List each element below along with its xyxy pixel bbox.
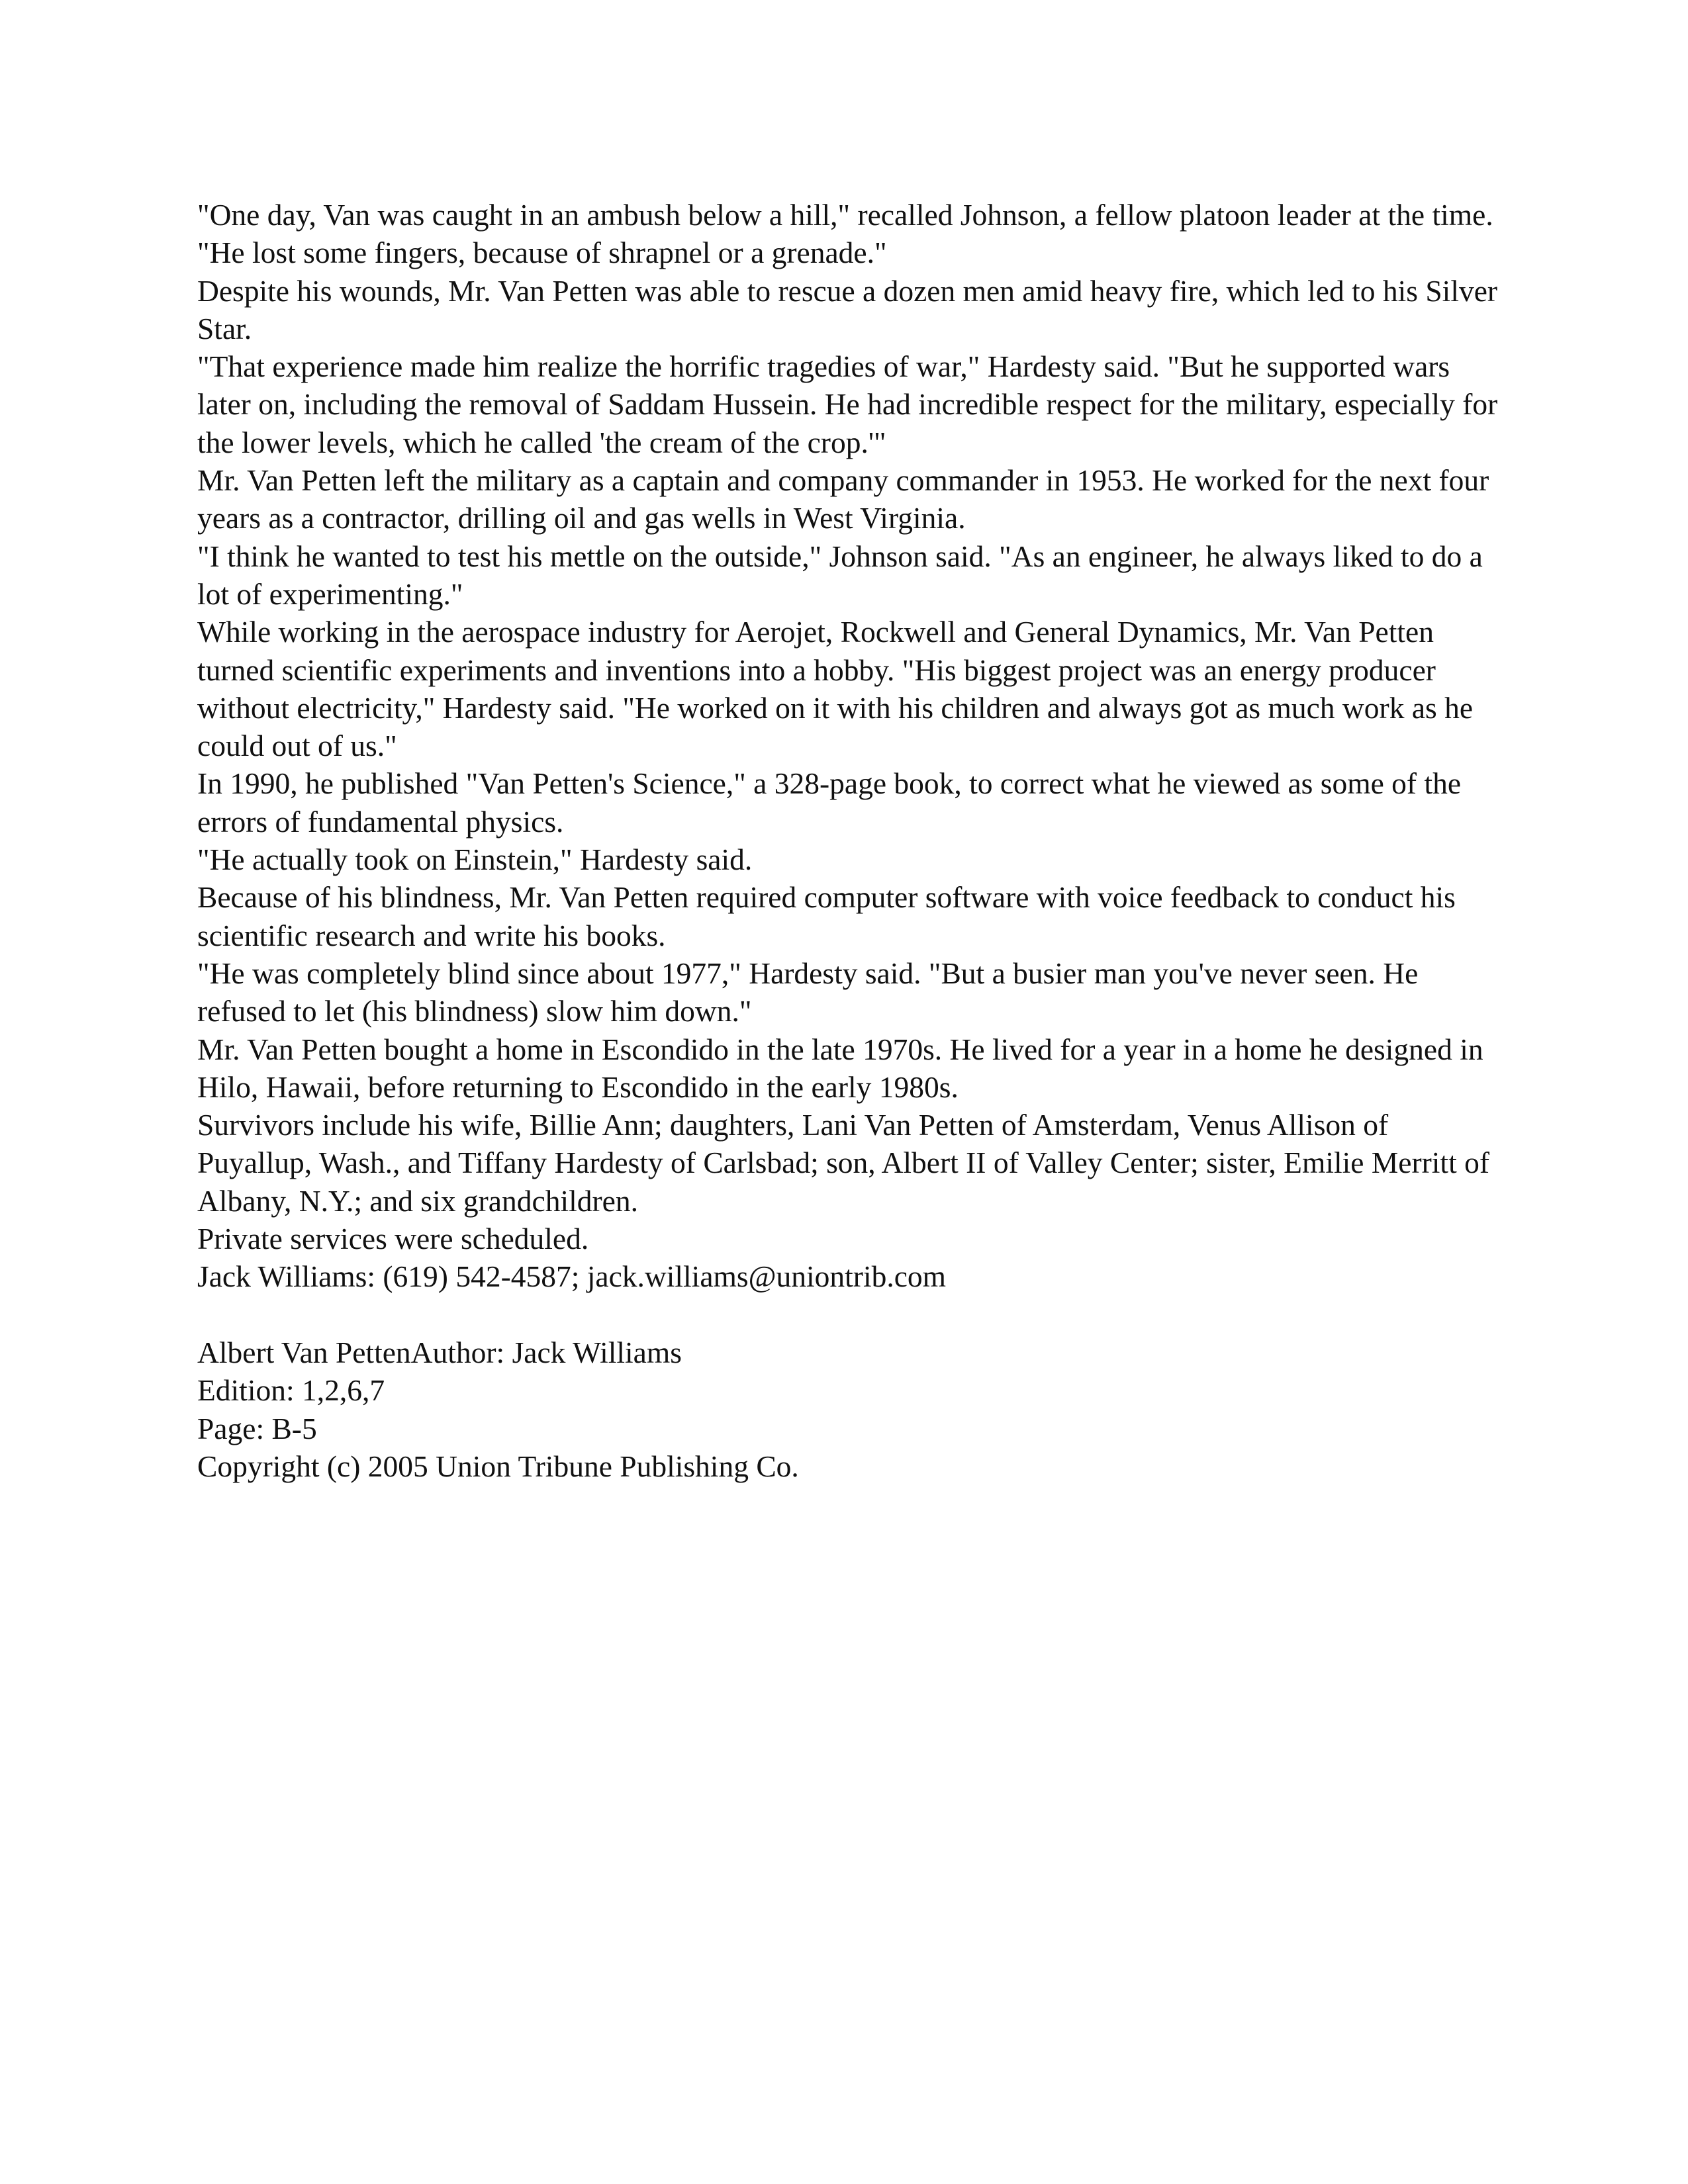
paragraph-left-military: Mr. Van Petten left the military as a captain and company commander in 1953. He worked for the next four years as a contractor, drilling oil and gas wells in West Virginia. bbox=[197, 463, 1489, 535]
paragraph-contact: Jack Williams: (619) 542-4587; jack.williams@uniontrib.com bbox=[197, 1259, 947, 1294]
paragraph-published-book: In 1990, he published "Van Petten's Science," a 328-page book, to correct what he viewed as some of the errors of fundamental physics. bbox=[197, 766, 1462, 839]
section-spacer bbox=[197, 1296, 1508, 1334]
paragraph-tragedies-of-war: "That experience made him realize the horrific tragedies of war," Hardesty said. "But he supported wars later on, including the removal of Saddam Hussein. He had incredible respect for the military, especially for the lower levels, which he called 'the cream of the crop.'" bbox=[197, 349, 1498, 459]
paragraph-silver-star: Despite his wounds, Mr. Van Petten was able to rescue a dozen men amid heavy fire, which led to his Silver Star. bbox=[197, 273, 1498, 345]
footer-edition: Edition: 1,2,6,7 bbox=[197, 1373, 385, 1408]
document-page bbox=[197, 196, 1508, 1485]
paragraph-survivors: Survivors include his wife, Billie Ann; daughters, Lani Van Petten of Amsterdam, Venus Allison of Puyallup, Wash., and Tiffany Hardesty of Carlsbad; son, Albert II of Valley Center; sister, Emilie Merritt of Albany, N.Y.; and six grandchildren. bbox=[197, 1108, 1489, 1218]
paragraph-test-mettle: "I think he wanted to test his mettle on the outside," Johnson said. "As an engineer, he always liked to do a lot of experimenting." bbox=[197, 539, 1483, 611]
paragraph-einstein: "He actually took on Einstein," Hardesty said. bbox=[197, 842, 753, 877]
paragraph-aerospace-industry: While working in the aerospace industry for Aerojet, Rockwell and General Dynamics, Mr. Van Petten turned scientific experiments and inventions into a hobby. "His biggest project was an energy producer without electricity," Hardesty said. "He worked on it with his children and always got as much work as he could out of us." bbox=[197, 615, 1474, 763]
paragraph-completely-blind: "He was completely blind since about 1977," Hardesty said. "But a busier man you've never seen. He refused to let (his blindness) slow him down." bbox=[197, 956, 1419, 1028]
footer-title-author: Albert Van PettenAuthor: Jack Williams bbox=[197, 1335, 682, 1369]
paragraph-escondido-home: Mr. Van Petten bought a home in Escondido in the late 1970s. He lived for a year in a home he designed in Hilo, Hawaii, before returning to Escondido in the early 1980s. bbox=[197, 1032, 1483, 1104]
article-footer bbox=[197, 1334, 1508, 1485]
article-body bbox=[197, 196, 1508, 1296]
paragraph-ambush-quote: "One day, Van was caught in an ambush below a hill," recalled Johnson, a fellow platoon leader at the time. "He lost some fingers, because of shrapnel or a grenade." bbox=[197, 198, 1493, 270]
paragraph-private-services: Private services were scheduled. bbox=[197, 1222, 589, 1256]
footer-page: Page: B-5 bbox=[197, 1411, 317, 1445]
footer-copyright: Copyright (c) 2005 Union Tribune Publishing Co. bbox=[197, 1449, 799, 1483]
paragraph-blindness-software: Because of his blindness, Mr. Van Petten required computer software with voice feedback to conduct his scientific research and write his books. bbox=[197, 880, 1456, 952]
